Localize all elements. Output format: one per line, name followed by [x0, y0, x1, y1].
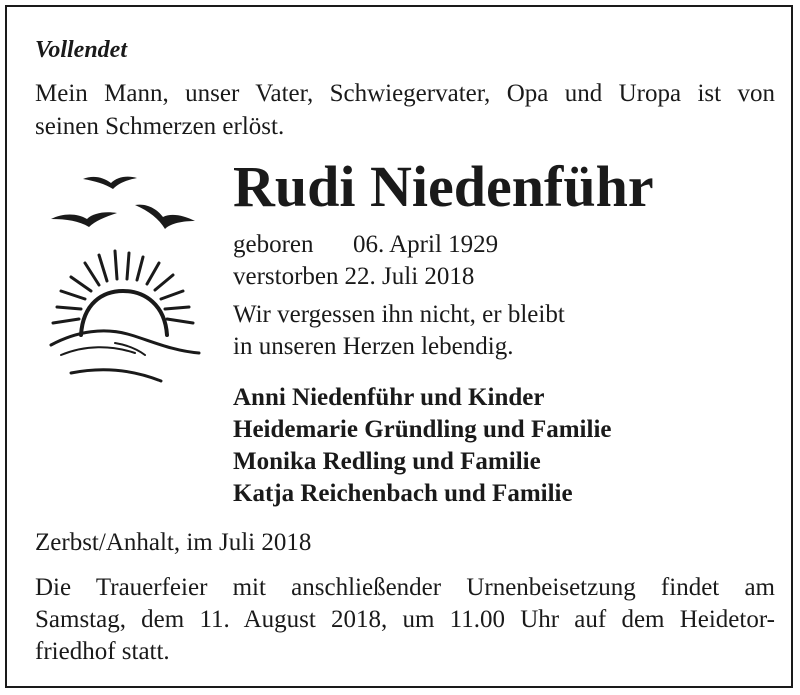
bird-icon	[83, 177, 137, 189]
deceased-name: Rudi Niedenführ	[233, 154, 654, 219]
intro-text	[35, 77, 775, 143]
died-label: verstorben	[233, 263, 339, 290]
mourner-entry: Anni Niedenführ und Kinder	[233, 384, 545, 411]
bird-icon	[135, 205, 195, 229]
funeral-info	[35, 572, 775, 668]
mourner-entry: Heidemarie Gründling und Familie	[233, 416, 612, 443]
life-dates	[233, 229, 498, 293]
place-date: Zerbst/Anhalt, im Juli 2018	[35, 529, 312, 556]
funeral-line: Samstag, dem 11. August 2018, um 11.00 Uhr auf dem Heidetor-	[35, 606, 775, 633]
born-label: geboren	[233, 231, 314, 258]
mourner-entry: Monika Redling und Familie	[233, 448, 541, 475]
died-date: 22. Juli 2018	[344, 263, 475, 290]
mourners-list	[233, 382, 612, 510]
death-row	[233, 261, 498, 293]
bird-icon	[51, 212, 117, 227]
memorial-verse	[233, 299, 565, 363]
obituary-notice	[5, 5, 793, 688]
funeral-line: Die Trauerfeier mit anschließender Urnenbeisetzung findet am	[35, 574, 775, 601]
notice-heading: Vollendet	[35, 37, 128, 63]
mourner-entry: Katja Reichenbach und Familie	[233, 480, 573, 507]
intro-line: Mein Mann, unser Vater, Schwiegervater, Opa und Uropa ist von	[35, 80, 775, 107]
verse-line: Wir vergessen ihn nicht, er bleibt	[233, 301, 565, 328]
funeral-line: friedhof statt.	[35, 638, 170, 665]
intro-line: seinen Schmerzen erlöst.	[35, 113, 285, 140]
sunset-birds-icon	[31, 167, 211, 397]
verse-line: in unseren Herzen lebendig.	[233, 333, 514, 360]
birth-row	[233, 229, 498, 261]
born-date: 06. April 1929	[353, 231, 499, 258]
